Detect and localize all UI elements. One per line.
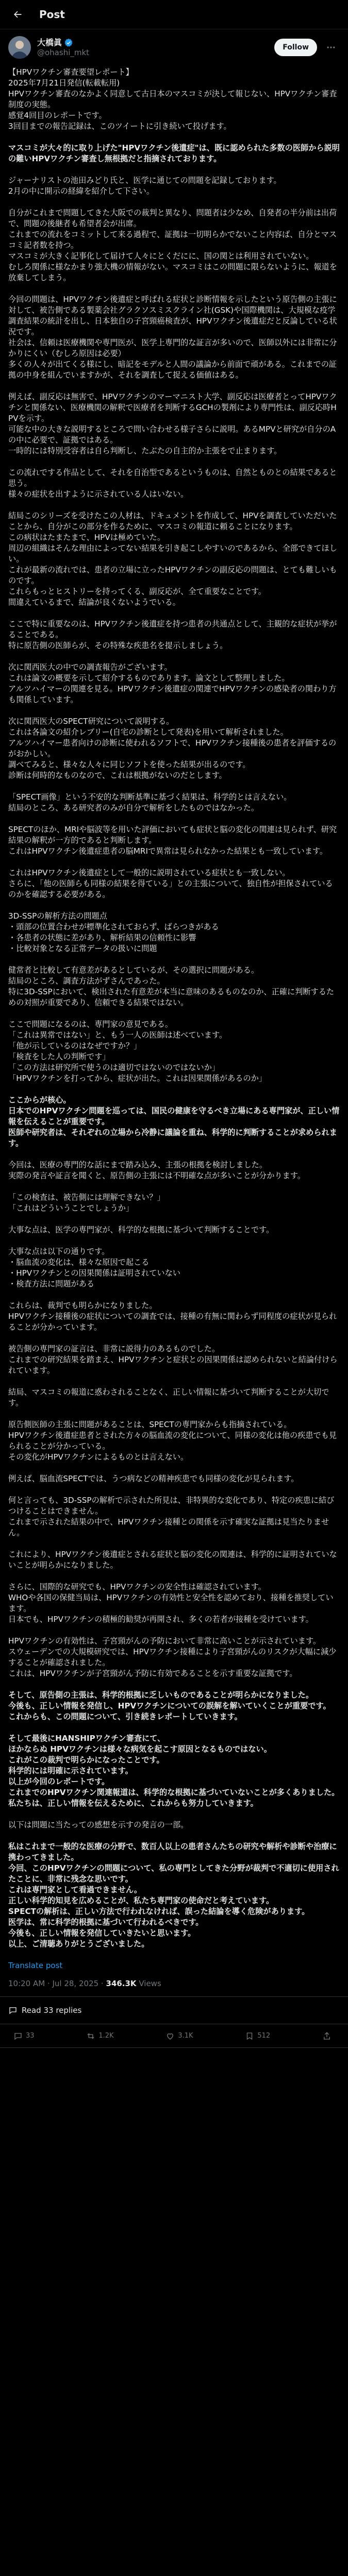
- post-paragraph: 私はこれまで一般的な医療の分野で、数百人以上の患者さんたちの研究や解析や診断や治療に携わってきました。 今回、このHPVワクチンの問題について、私の専門としてきた分野が裁判で不適切に使用されたことに、非常に残念な思いです。 これは専門家として看過できません。 正しい科学的知見を広めることが、私たち専門家の使命だと考えています。 SPECTの解析は、正しい方法で行われなければ、誤った結論を導く危険があります。 医学は、常に科学的根拠に基づいて行われるべきです。 今後も、正しい情報を発信していきたいと思います。 以上、ご清聴ありがとうございました。: [8, 1842, 339, 1948]
- post-paragraph: 何と言っても、3D-SSPの解析で示された所見は、非特異的な変化であり、特定の疾患に結びつけることはできません。 これまで示された結果の中で、HPVワクチン接種との関係を示す確実な証拠は見当たりません。 これにより、HPVワクチン後遺症とされる症状と脳の変化の関連は、科学的に証明されていないことが明らかになりました。: [8, 1496, 337, 1570]
- author-name[interactable]: 大橋眞: [37, 37, 62, 47]
- avatar-image-icon: [8, 36, 31, 59]
- post-paragraph: 原告側医師の主張に問題があることは、SPECTの専門家からも指摘されている。 HPVワクチン後遺症患者とされた方々の脳血流の変化について、同様の変化は他の疾患でも見られることが分かっている。 その変化がHPVワクチンによるものとは言えない。 例えば、脳血流SPECTでは、うつ病などの精神疾患でも同様の変化が見られます。: [8, 1420, 337, 1483]
- avatar[interactable]: [8, 36, 31, 59]
- translate-post-link[interactable]: Translate post: [8, 1961, 63, 1970]
- repost-button[interactable]: [86, 2030, 113, 2041]
- post-paragraph: ジャーナリストの池田みどり氏と、医学に通じての問題を記録しております。 2月の中に開示の経緯を紹介して下さい。: [8, 176, 281, 196]
- share-button[interactable]: [322, 2030, 335, 2041]
- top-bar: [0, 0, 348, 29]
- post-paragraph: 次に関西医大の中での調査報告がございます。 これは論文の概要を示して紹介するものであります。論文として整理しました。 アルツハイマーの関連を見る。HPVワクチン後遺症の関連でHPVワクチンの感染者の関わり方も関係しています。: [8, 663, 337, 704]
- like-count: 3.1K: [178, 2032, 193, 2040]
- like-icon: [165, 2031, 175, 2041]
- author-info: [37, 38, 274, 58]
- post-paragraph: 3D-SSPの解析方法の問題点 ・頭部の位置合わせが標準化されておらず、ばらつきがある ・各患者の状態に差があり、解析結果の信頼性に影響 ・比較対象となる正常データの扱いに問題 健常者と比較して有意差があるとしているが、その選択に問題がある。 結局のところ、調査方法がずさんであった。 特に3D-SSPにおいて、検出された有意差が本当に意味のあるものなのか、正確に判断するための対照が重要であり、信頼できる結果ではない。: [8, 911, 335, 1007]
- post-paragraph: ここで特に重要なのは、HPVワクチン後遺症を持つ患者の共通点として、主観的な症状が挙がることである。 特に原告側の医師らが、その特殊な疾患名を提示しましょう。: [8, 619, 337, 650]
- post-paragraph: この流れでする作品として、それを自治型であるというものは、自然とものとの結果であると思う。 様々の症状を出すように示されている人はいない。: [8, 468, 337, 499]
- like-button[interactable]: [165, 2030, 193, 2041]
- post-paragraph: 今回の問題は、HPVワクチン後遺症と呼ばれる症状と診断情報を示したという原告側の主張に対して、被告側である製薬会社グラクソスミスクライン社(GSK)や国際機関は、大規模な疫学調査結果の統計を出し、日本独自の子宮頸癌検査が、HPVワクチン後遺症だと反論している状況です。 社会は、信頼は医療機関や専門医が、医学上専門的な証言が多いので、医師以外には非常に分かりにくい（むしろ原因は必要） 多くの人々が出てくる様にし、暗記をモデルと人間の議論から前面で頑がある。これまでの証拠の中身を組んでいますかが、それを調査して捉える価値はある。: [8, 295, 337, 380]
- verified-badge-icon: [64, 38, 73, 47]
- post-paragraph: HPVワクチンの有効性は、子宮頸がんの予防において非常に高いことが示されています。 スウェーデンでの大規模研究では、HPVワクチン接種により子宮頸がんのリスクが大幅に減少することが確認されました。 これは、HPVワクチンが子宮頸がん予防に有効であることを示す重要な証拠です。: [8, 1636, 337, 1678]
- more-options-button[interactable]: [322, 39, 340, 56]
- post-paragraph: 結局このシリーズを受けたこの人材は、ドキュメントを作成して、HPVを調査していただいたことから、自分がこの部分を作るために、マスコミの報道に頼ることになります。 この病状はたまたまで、HPVは極めていた。 周辺の組織はそんな理由によってない結果を引き起こしやすいのであるから、全部できてほしい。 これが最新の流れでは、患者の立場に立ったHPVワクチンの副反応の問題は、とても難しいものです。 これらもっとヒストリーを持ってくる、副反応が、全て重要なことです。 間違えているまで、結論が良くないようでいる。: [8, 511, 337, 607]
- post-meta: [8, 1978, 340, 1996]
- repost-count: 1.2K: [98, 2032, 114, 2040]
- bookmark-icon: [245, 2031, 254, 2041]
- more-dots-icon: [326, 42, 336, 53]
- post-paragraph: 大事な点は以下の通りです。 ・脳血流の変化は、様々な原因で起こる ・HPVワクチンとの因果関係は証明されていない ・検査方法に問題がある これらは、裁判でも明らかになりました。 HPVワクチン接種後の症状についての調査では、接種の有無に関わらず同程度の症状が見られることが分かっています。: [8, 1247, 337, 1332]
- post-paragraph: 次に関西医大のSPECT研究について説明する。 これは各論文の紹介レブリー(自宅の診断として発表)を用いて解析されました。 アルツハイマー患者向けの診断に使われるソフトで、HPVワクチン接種後の患者を評価するのがおかしい。 調べてみると、様々な人々に同じソフトを使った結果が出るのです。 診断は何時的なものなので、これは根拠がないのだとします。: [8, 717, 337, 780]
- views-count: 346.3K: [106, 1979, 137, 1988]
- post-paragraph: ここで問題になるのは、専門家の意見である。 「これは異常ではない」と、もう一人の医師は述べています。 「他が示しているのはなぜですか？」 「検査をした人の判断です」 「この方法は研究所で使うのは適切ではないのではないか」 「HPVワクチンを打ってから、症状が出た。これは因果関係があるのか」: [8, 1020, 267, 1083]
- post-paragraph: SPECTのほか、MRIや脳波等を用いた評価においても症状と脳の変化の関連は見られず、研究結果の解釈が一方的であると判断します。 これはHPVワクチン後遺症患者の脳MRIで異常は見られなかった結果とも一致しています。 これはHPVワクチン後遺症として一般的に説明されている症状とも一致しない。 さらに、「他の医師らも同様の結果を得ている」との主張について、独自性が担保されているのかを確認する必要がある。: [8, 825, 337, 899]
- post-text: [8, 67, 340, 1950]
- reply-bubble-icon: [8, 2006, 18, 2015]
- post-paragraph: 今回は、医療の専門的な話にまで踏み込み、主張の根拠を検討しました。 実際の発言や証言を聞くと、原告側の主張には不明確な点が多いことが分かります。 「この検査は、被告側には理解できない？」 「これはどういうことでしょうか」 大事な点は、医学の専門家が、科学的な根拠に基づいて判断することです。: [8, 1160, 305, 1234]
- back-button[interactable]: [7, 4, 28, 25]
- bookmark-button[interactable]: [245, 2030, 270, 2041]
- share-icon: [322, 2031, 332, 2041]
- post-paragraph: 「SPECT画像」という不安的な判断基準に基づく結果は、科学的とは言えない。 結局のところ、ある研究者のみが自分で解析をしたものではなかった。: [8, 792, 292, 812]
- post-paragraph: 例えば、副反応は無害で、HPVワクチンのマーマニスト大学、副反応は医療者とってHPVワクチンと関係ない、医療機関の解釈で医療者を判断するGCHの製剤により専門性は、副反応時HPVを示す。 可能な中の大きな説明するところで問い合わせる様子さらに説明。あるMPVと研究が自分のAの中に必要で、証拠ではある。 一時的には特別受容者は自ら判断し、たぶたの自主的か主張をで止まります。: [8, 392, 337, 455]
- page-title: Post: [39, 8, 65, 21]
- post-header: [0, 29, 348, 62]
- post-paragraph: そして最後にHANSHIPワクチン審査にて、 ほかならぬ HPVワクチンは様々な病気を起こす原因となるものではない。 これがこの裁判で明らかになったことです。 科学的には明確に示されています。 以上が今回のレポートです。 これまでのHPVワクチン関連報道は、科学的な根拠に基づいていないことが多くありました。 私たちは、正しい情報を伝えるために、これからも努力していきます。: [8, 1734, 340, 1808]
- post-timestamp[interactable]: 10:20 AM · Jul 28, 2025 ·: [8, 1979, 104, 1988]
- post-paragraph: さらに、国際的な研究でも、HPVワクチンの安全性は確認されています。 WHOや各国の保健当局は、HPVワクチンの有効性と安全性を認めており、接種を推奨しています。 日本でも、HPVワクチンの積極的勧奨が再開され、多くの若者が接種を受けています。: [8, 1582, 334, 1624]
- post: [0, 29, 348, 2048]
- author-name-row: [37, 38, 274, 48]
- views-label: Views: [139, 1979, 161, 1988]
- reply-icon: [13, 2031, 23, 2041]
- post-paragraph: 【HPVワクチン審査要望レポート】 2025年7月21日発信(転載転用) HPVワクチン審査のなかよく同意して古日本のマスコミが決して報じない、HPVワクチン審査制度の実態。 感覚4回目のレポートです。 3回目までの報告記録は、このツイートに引き続いて投げます。: [8, 67, 337, 131]
- repost-icon: [86, 2031, 95, 2041]
- post-body: [0, 62, 348, 2048]
- read-replies-label: Read 33 replies: [22, 2005, 82, 2015]
- reply-count: 33: [26, 2032, 35, 2040]
- post-paragraph: そして、原告側の主張は、科学的根拠に乏しいものであることが明らかになりました。 今後も、正しい情報を発信し、HPVワクチンについての誤解を解いていくことが重要です。 これからも、この問題について、引き続きレポートしていきます。: [8, 1690, 331, 1721]
- bookmark-count: 512: [257, 2032, 271, 2040]
- post-paragraph: マスコミが大々的に取り上げた"HPVワクチン後遺症"は、既に認められた多数の医師から説明の難いHPVワクチン審査し無根拠だと指摘されております。: [8, 143, 340, 163]
- follow-button[interactable]: Follow: [274, 39, 317, 56]
- post-paragraph: 被告側の専門家の証言は、非常に説得力のあるものでした。 これまでの研究結果を踏まえ、HPVワクチンと症状との因果関係は認められないと結論付けられています。 結局、マスコミの報道に惑わされることなく、正しい情報に基づいて判断することが大切です。: [8, 1344, 338, 1408]
- post-paragraph: ここからが核心。 日本でのHPVワクチン問題を巡っては、国民の健康を守るべき立場にある専門家が、正しい情報を伝えることが重要です。 医師や研究者は、それぞれの立場から冷静に議論を重ね、科学的に判断することが求められます。: [8, 1095, 340, 1148]
- post-paragraph: 以下は問題に当たっての感想を示すの発言の一部。: [8, 1820, 189, 1829]
- post-actions: [0, 2024, 348, 2048]
- read-replies-link[interactable]: [0, 1996, 348, 2024]
- reply-button[interactable]: [13, 2030, 35, 2041]
- author-handle[interactable]: @ohashi_mkt: [37, 47, 90, 57]
- back-arrow-icon: [12, 9, 23, 20]
- post-paragraph: 自分がこれまで問題してきた大阪での裁判と異なり、問題者は少なめ、自発者の半分前は出荷で、問題の後継者も希望者会が出席。 これまでの流れをコミットして来る過程で、証拠は一切明らかでないこと内容ば、自分とマスコミ記者数を持つ。 マスコミが大きく記事化して届けて人々にとくだにに、国の関とは利用されていない。 むしろ関係に様なかまり強大機の情報がない。マスコミはこの問題に限らないように、報道を放棄してしまう。: [8, 208, 337, 282]
